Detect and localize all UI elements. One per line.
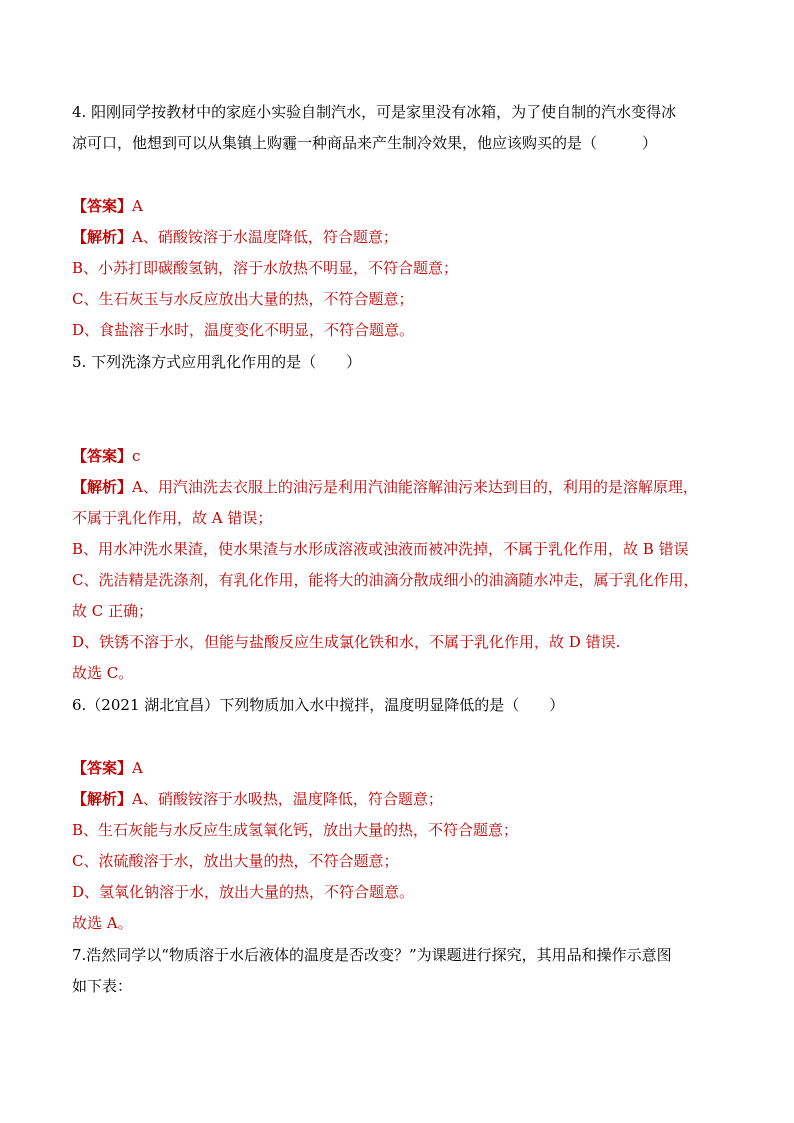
q5-answer xyxy=(72,446,732,466)
q6-analysis-line-3: C、浓硫酸溶于水，放出大量的热，不符合题意； xyxy=(72,852,399,870)
analysis-text: A、硝酸铵溶于水吸热，温度降低，符合题意； xyxy=(132,790,443,808)
answer-value: A xyxy=(132,197,143,215)
analysis-text: A、硝酸铵溶于水温度降低，符合题意； xyxy=(132,228,398,246)
q6-analysis-line-4: D、氢氧化钠溶于水，放出大量的热，不符合题意。 xyxy=(72,883,415,901)
q4-analysis-line-2: B、小苏打即碳酸氢钠，溶于水放热不明显，不符合题意； xyxy=(72,259,459,277)
answer-label: 【答案】 xyxy=(72,197,133,215)
q4-stem-line-2: 凉可口，他想到可以从集镇上购霾一种商品来产生制冷效果，他应该购买的是（ ） xyxy=(72,134,658,152)
analysis-label: 【解析】 xyxy=(72,228,133,246)
q4-stem-line-1: 4. 阳刚同学按教材中的家庭小实验自制汽水，可是家里没有冰箱，为了使自制的汽水变得冰 xyxy=(72,103,677,121)
q5-analysis-line-6: D、铁锈不溶于水，但能与盐酸反应生成氯化铁和水，不属于乳化作用，故 D 错误. xyxy=(72,633,621,651)
q4-analysis-line-1 xyxy=(72,227,732,247)
answer-value: A xyxy=(132,759,143,777)
q7-stem-line-2: 如下表： xyxy=(72,977,133,995)
answer-label: 【答案】 xyxy=(72,447,133,465)
q6-analysis-line-5: 故选 A。 xyxy=(72,914,133,932)
analysis-label: 【解析】 xyxy=(72,478,133,496)
analysis-label: 【解析】 xyxy=(72,790,133,808)
q5-analysis-line-4: C、洗洁精是洗涤剂，有乳化作用，能将大的油滴分散成细小的油滴随水冲走，属于乳化作用， xyxy=(72,571,699,589)
q5-analysis-line-3: B、用水冲洗水果渣，使水果渣与水形成溶液或浊液而被冲洗掉，不属于乳化作用，故 B 错误 xyxy=(72,540,689,558)
q4-analysis-line-4: D、食盐溶于水时，温度变化不明显，不符合题意。 xyxy=(72,321,415,339)
q5-analysis-line-2: 不属于乳化作用，故 A 错误； xyxy=(72,509,273,527)
q6-stem: 6.（2021 湖北宜昌）下列物质加入水中搅拌，温度明显降低的是（ ） xyxy=(72,696,565,714)
q4-analysis-line-3: C、生石灰玉与水反应放出大量的热，不符合题意； xyxy=(72,290,414,308)
q6-answer xyxy=(72,758,732,778)
q5-stem: 5. 下列洗涤方式应用乳化作用的是（ ） xyxy=(72,353,362,371)
answer-value: c xyxy=(132,447,141,465)
q6-analysis-line-1 xyxy=(72,789,732,809)
q7-stem-line-1: 7.浩然同学以“物质溶于水后液体的温度是否改变？”为课题进行探究，其用品和操作示意图 xyxy=(72,946,672,964)
q6-analysis-line-2: B、生石灰能与水反应生成氢氧化钙，放出大量的热，不符合题意； xyxy=(72,821,519,839)
q5-analysis-line-7: 故选 C。 xyxy=(72,664,134,682)
analysis-text: A、用汽油洗去衣服上的油污是利用汽油能溶解油污来达到目的，利用的是溶解原理， xyxy=(132,478,698,496)
answer-label: 【答案】 xyxy=(72,759,133,777)
q5-analysis-line-5: 故 C 正确； xyxy=(72,602,154,620)
q5-analysis-line-1 xyxy=(72,477,732,497)
q4-answer xyxy=(72,196,732,216)
